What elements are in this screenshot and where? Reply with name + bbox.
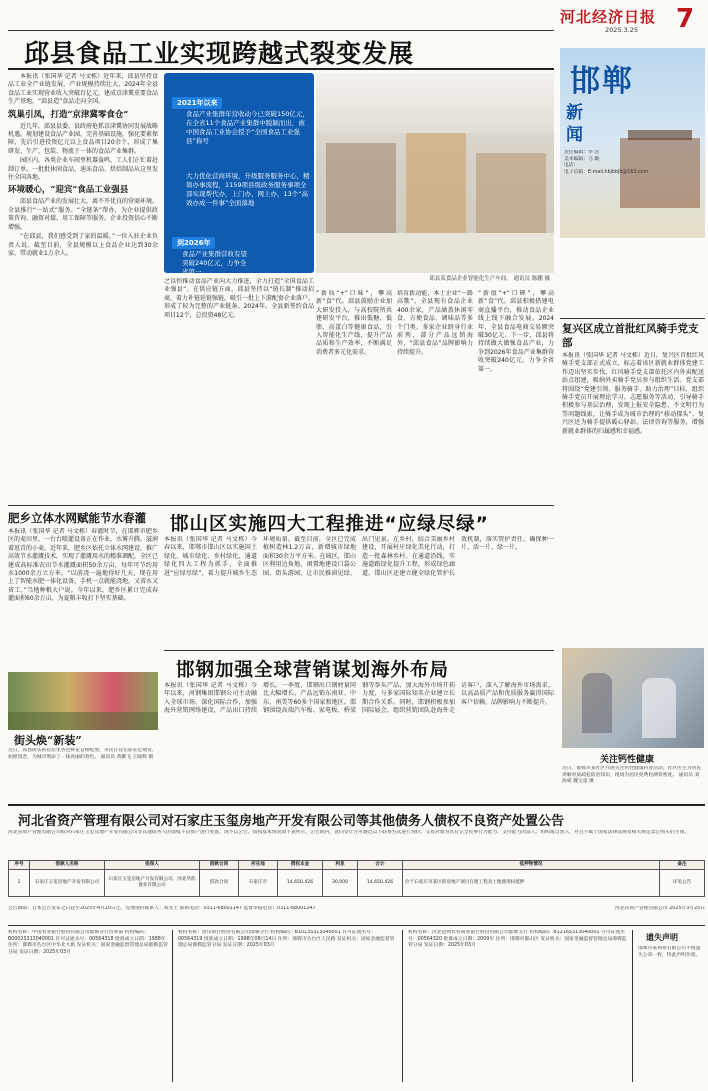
notice-cell-9: 位于石家庄市某区的房地产项目在建工程及土地使用权抵押 — [403, 870, 660, 897]
editor-line-2: 美术编辑：马 璐 — [564, 156, 600, 162]
story3-headline: 邯山区实施四大工程推进“应绿尽绿” — [170, 514, 489, 535]
notice-header-1: 序号 — [9, 861, 30, 870]
right-story-text: 本报讯（张国华 记者 马文栋）近日，复兴区首批红风骑手党支部正式成立，标志着该区新就业群体党建工作迈出坚实步伐。红风骑手党支部依托区内外卖配送站点组建，吸纳外卖骑手党员参与组织生活。党支部将围绕“党建引领、服务骑手、助力治理”目标，组织骑手党员开展理论学习、志愿服务等活动，引导骑手积极参与基层治理，发现上报安全隐患、不文明行为等问题线索，让骑手成为城市治理的“移动探头”。复兴区还为骑手提供暖心驿站、法律咨询等服务，增强新就业群体的归属感和幸福感。 — [562, 352, 704, 435]
notice-header-8: 合计 — [358, 861, 403, 870]
health-photo — [562, 648, 704, 748]
lead-paragraph-4: “在邱县，我们感受到了家的温暖。”一位入驻企业负责人说。截至目前，全县规模以上食品企业达到30余家，带动就业1万余人。 — [8, 233, 158, 257]
notice-header-6: 债权本金 — [278, 861, 323, 870]
notice-cell-8: 14,650,426 — [358, 870, 403, 897]
lead-column-5: “新值”+“口碑”，攀高新“食”代。邱县积极搭建电商直播平台，推动食品企业线上线下融合发展。2024年，全县食品电商交易额突破30亿元。下一步，邱县将持续做大做强食品产业，力争到2026年食品产业集群营收突破240亿元，力争全省第一。 — [478, 290, 554, 373]
lead-column-4: 培育新动能，本土企业“一路高歌”。全县现有食品企业400余家，产品涵盖休闲零食、方便食品、调味品等多个门类，多家企业跻身行业前列，部分产品远销海外，“邱县食品”品牌影响力持续提升。 — [397, 290, 473, 356]
notice-signature: 河北省资产管理有限公司 2025年3月25日 — [614, 906, 705, 911]
bank-notice-3: 机构名称：河北沧州农村商业银行股份有限公司邯郸支行 机构编码：B1216S313040001 许可证流水号：00564320 批准成立日期：2009年 住所：邯郸市邯山区 发证机关：国家金融监督管理总局邯郸监管分局 发证日期：2025年03月 — [408, 930, 627, 949]
street-photo-title: 街头焕“新装” — [14, 734, 82, 747]
lead-subhead-2: 环境暖心，“迎宾”食品工业强县 — [8, 185, 129, 196]
story2-text: 本报讯（张国华 记者 马文栋）春灌时节，在邯郸市肥乡区的麦田里，一台台喷灌设备正在作业，水雾升腾，滋润着返青的小麦。近年来，肥乡区依托立体水网建设，推广高效节水灌溉技术，实现了灌溉用水的精准调配。全区已建成高标准农田节水灌溉面积50余万亩，每年可节约用水1000余万立方米。“以前浇一遍地得好几天，现在用上了智能水肥一体化设备，手机一点就能浇地，又省水又省工。”当地种粮大户说。今年以来，肥乡区累计完成春灌面积60余万亩，为夏粮丰收打下坚实基础。 — [8, 528, 158, 603]
notice-header-10: 备注 — [660, 861, 705, 870]
notice-header-3: 担保人 — [105, 861, 200, 870]
notice-cell-6: 14,650,426 — [278, 870, 323, 897]
lead-headline: 邱县食品工业实现跨越式裂变发展 — [24, 39, 415, 68]
notice-header-2: 借款人名称 — [30, 861, 105, 870]
editor-line-4: 电子信箱：E-mail.hbjbbjb@163.com — [564, 169, 649, 175]
paper-name: 河北经济日报 — [560, 8, 657, 26]
lost-notice-text: 邯郸市某商贸有限公司不慎遗失公章一枚，特此声明作废。 — [638, 946, 701, 958]
info-box-text-3: 食品产业集群营收有望突破240亿元，力争全省第一 — [182, 250, 247, 276]
notice-cell-10: 详见公告 — [660, 870, 705, 897]
notice-title: 河北省资产管理有限公司对石家庄玉玺房地产开发有限公司等其他债务人债权不良资产处置公告 — [18, 814, 565, 829]
bank-notice-2: 机构名称：唐山银行股份有限公司邯郸分行 机构编码：B1013S313040001 许可证流水号：00564319 批准成立日期：1998年08月14日 住所：邯郸市丛台区人民路 发证机关：国家金融监督管理总局邯郸监管分局 发证日期：2025年03月 — [178, 930, 395, 949]
info-box-label-1: 2021年以来 — [172, 97, 222, 109]
story3-text: 本报讯（张国华 记者 马文栋）今春以来，邯郸市邯山区以实施国土绿化、城市绿化、乡村绿化、通道绿化四大工程为抓手，全面推进“应绿尽绿”，着力提升城乡生态环境质量。截至目前，全区已完成植树造林1.2万亩，新增城市绿地面积30余万平方米。在城区，邯山区利用边角地、闲置地建设口袋公园、街头游园，让市民推窗见绿、出门见景。在乡村，结合美丽乡村建设，开展村庄绿化美化行动，打造一批森林乡村。在通道沿线，实施道路绿化提升工程，形成绿色廊道。邯山区还建立健全绿化管护长效机制，落实管护责任，确保种一片、活一片、绿一片。 — [164, 536, 554, 577]
notice-header-9: 抵押物情况 — [403, 861, 660, 870]
right-story-title: 复兴区成立首批红风骑手党支部 — [562, 323, 699, 349]
info-box-text-2: 大力优化营商环境，升级服务服务中心，精简办事流程，1159项县级政务服务事项全部实现帮代办，上门办、网上办，13个“高效办成一件事”全面落地 — [186, 172, 310, 207]
editor-line-1: 责任编辑：李 达 — [564, 150, 600, 155]
info-box-label-2: 到2026年 — [172, 237, 215, 249]
page-masthead — [560, 6, 705, 46]
table-row — [9, 870, 705, 897]
story4-text: 本报讯（张国华 记者 马文栋）今年以来，河钢集团邯钢公司主动融入全球市场，深化国际合作，加强海外营销网络建设，产品出口持续增长。一季度，邯钢出口钢材量同比大幅增长，产品远销东南亚、中东、南美等60多个国家和地区。邯钢围绕高端汽车板、家电板、桥梁钢等拳头产品，加大海外市场开拓力度，与多家国际知名企业建立长期合作关系。同时，邯钢积极参加国际展会，组织营销团队赴海外走访客户，深入了解海外市场需求，以高品质产品和优质服务赢得国际客户信赖，品牌影响力不断提升。 — [164, 682, 554, 715]
notice-cell-7: 30,000 — [323, 870, 358, 897]
notice-cell-3: 石家庄玉玺房地产开发有限公司、河北华韵置业有限公司 — [105, 870, 200, 897]
lead-column-1 — [8, 73, 158, 503]
lead-paragraph-2: 园区内，各类企业车间里机器轰鸣，工人们正忙着赶制订单。一批批休闲食品、速冻食品、烘焙制品从这里发往全国各地。 — [8, 157, 158, 182]
city-name: 邯郸 — [570, 64, 634, 99]
section-name: 新闻 — [566, 103, 583, 145]
lost-notice-title: 遗失声明 — [646, 933, 678, 942]
factory-photo-caption: 邱县某食品企业智能化生产车间。 通讯员 陈鹏 摄 — [429, 276, 550, 282]
story4-headline: 邯钢加强全球营销谋划海外布局 — [176, 660, 450, 681]
lead-intro: 本报讯（张国华 记者 马文栋）近年来，邱县坚持食品工业全产业链发展，产业规模持续壮大，2024年全县食品工业实现营业收入突破百亿元，建成京津冀重要食品生产基地，“邱县造”食品走向全国。 — [8, 73, 158, 106]
info-box-text-1: 食品产业集群年营收动今已突破150亿元，在全省11个食品产业集群中脱颖而出，被中国食品工业协会授予“全国食品工业强县”称号 — [186, 110, 309, 145]
editor-line-3: 电话： — [564, 163, 579, 169]
lead-paragraph-3: 邱县食品产业的发展壮大，离不开优良的营商环境。全县推行“一站式”服务、“全链条”帮办，为企业提供政策咨询、融资对接、用工保障等服务。企业投资信心不断增强。 — [8, 198, 158, 231]
notice-table — [8, 860, 705, 897]
lead-paragraph-1: 近几年，邱县县委、县政府抢抓京津冀协同发展战略机遇，规划建设食品产业园，完善基础设施，强化要素保障，先后引进投资亿元以上食品项目20余个，形成了集研发、生产、包装、物流于一体的食品产业集群。 — [8, 122, 158, 155]
editor-info — [564, 150, 654, 176]
lead-column-2: 之以恒推动食品产业向大力推进，全力打造“全国食品工业强县”。在供应链方面，邱县坚持以“链长制”推动招商，着力补链延链强链，吸引一批上下游配套企业落户，形成了较为完整的产业链条。2024年，全县新签约食品项目12个，总投资48亿元。 — [164, 278, 314, 319]
notice-header-7: 利息 — [323, 861, 358, 870]
notice-header-5: 所在地 — [239, 861, 278, 870]
notice-intro: 河北省资产管理有限公司拟对石家庄玉玺房地产开发有限公司等其他债务人的债权不良资产进行处置，现予以公告。债权基本情况如下表所示，公告期内，意向受让方可通过以下联系方式进行询价。交易对象为具有完全民事行为能力、支付能力的法人、组织或自然人，并且不属于国家法律法规及相关规定禁止购买的主体。 — [8, 830, 690, 835]
street-photo — [8, 672, 158, 730]
notice-header-4: 借款合同 — [200, 861, 239, 870]
lead-column-3: “新质”+“口味”，攀高新“食”代。邱县鼓励企业加大研发投入，与高校院所共建研发平台，推出低糖、低脂、高蛋白等健康食品，引入智能化生产线，提升产品品质和生产效率，不断满足消费者多元化需求。 — [316, 290, 392, 356]
factory-photo — [316, 73, 554, 273]
notice-footer: 公告期限：自本公告发布之日起至2025年4月20日止。受理询价联系人：刘女士 联系电话：0311-68001147 监督举报电话：0311-68001247 — [8, 906, 316, 911]
notice-cell-2: 石家庄玉玺房地产开发有限公司 — [30, 870, 105, 897]
page-date: 2025.3.25 — [605, 26, 639, 34]
health-photo-title: 关注钙性健康 — [600, 755, 655, 765]
page-number: 7 — [676, 4, 695, 34]
bank-notice-1: 机构名称：中国农业银行股份有限公司邯郸分行营业部 机构编码：B0002S313040001 许可证流水号：00564318 批准成立日期：1988年 住所：邯郸市丛台区中华北大街 发证机关：国家金融监督管理总局邯郸监管分局 发证日期：2025年03月 — [8, 930, 168, 955]
health-photo-caption: 近日，邯郸市某社区开展关注钙性健康科普活动，社区医生为居民讲解骨质疏松防治知识，现场为居民免费检测骨密度。 通讯员 刘海威 魏宝童 摄 — [562, 766, 702, 785]
notice-cell-4: 借款合同 — [200, 870, 239, 897]
notice-cell-5: 石家庄市 — [239, 870, 278, 897]
notice-cell-1: 1 — [9, 870, 30, 897]
street-photo-caption: 近日，邱县街头的花坛里各色鲜花竞相绽放，市民在花坛前驻足观赏、拍照留念，为城市增添了一抹亮丽的春色。 通讯员 黄鹏飞 王晓辉 摄 — [8, 748, 157, 760]
lead-subhead-1: 筑巢引凤，打造“京津冀零食仓” — [8, 109, 129, 120]
story2-headline: 肥乡立体水网赋能节水春灌 — [8, 511, 146, 525]
